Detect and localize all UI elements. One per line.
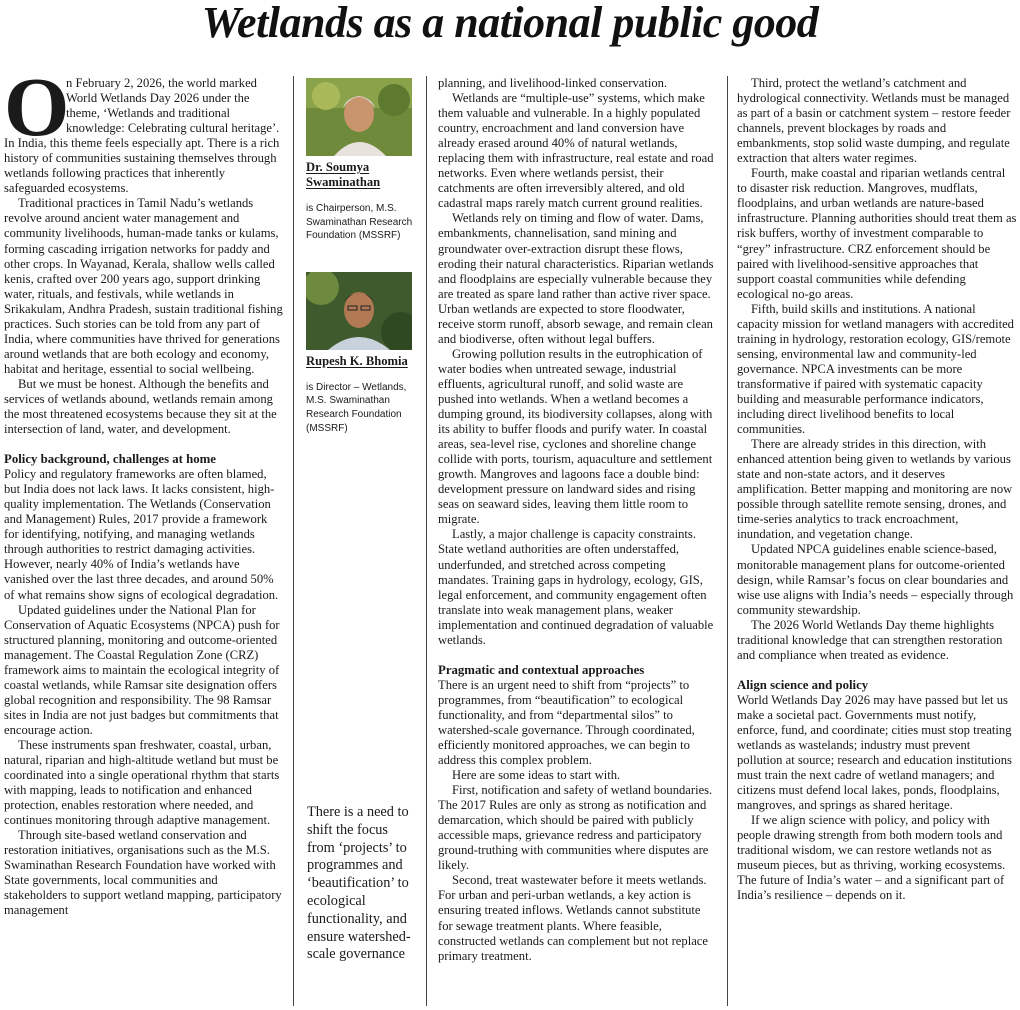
paragraph: The 2026 World Wetlands Day theme highlights traditional knowledge that can strengthen restoration and compliance when treated as evidence. (737, 617, 1003, 662)
article-column-4 (737, 76, 1017, 903)
headline: Wetlands as a national public good (201, 0, 819, 47)
author-photo-soumya (306, 78, 412, 156)
paragraph: First, notification and safety of wetland boundaries. The 2017 Rules are only as strong as notification and demarcation, which should be paired with publicly accessible maps, grievance redress and participatory ground-truthing with communities where disputes are likely. (438, 783, 713, 873)
paragraph: Lastly, a major challenge is capacity constraints. State wetland authorities are often understaffed, underfunded, and stretched across competing mandates. Training gaps in hydrology, ecology, GIS, legal enforcement, and community engagement often translate into weak management plans, weaker implementation and continued degradation of valuable wetlands. (438, 527, 714, 647)
paragraph: Third, protect the wetland’s catchment and hydrological connectivity. Wetlands must be managed as part of a basin or catchment system – restore feeder channels, prevent blockages by roads and embankments, stop solid waste dumping, and regulate extraction that alters water regimes. (737, 76, 1011, 166)
article-column-3 (438, 76, 718, 964)
paragraph: Second, treat wastewater before it meets wetlands. For urban and peri-urban wetlands, a key action is ensuring treated inflows. Wetlands cannot substitute for sewage treatment plants. Where feasible, constructed wetlands can complement but not replace primary treatment. (438, 873, 708, 963)
paragraph: Wetlands rely on timing and flow of water. Dams, embankments, channelisation, sand mining and groundwater over-extraction disrupt these flows, eroding their natural characteristics. Riparian wetlands and floodplains are especially vulnerable because they are treated as spare land rather than active river space. Urban wetlands are expected to store floodwater, receive storm runoff, absorb sewage, and remain clean and biodiverse, often without legal buffers. (438, 211, 714, 346)
paragraph: Updated guidelines under the National Plan for Conservation of Aquatic Ecosystems (NPCA) push for structured planning, monitoring and outcome-oriented management. The Coastal Regulation Zone (CRZ) framework aims to maintain the ecological integrity of coastal wetlands, while Ramsar site designation offers global recognition and responsibility. The 98 Ramsar sites in India are not just badges but commitments that encourage action. (4, 602, 280, 737)
paragraph: Growing pollution results in the eutrophication of water bodies when untreated sewage, industrial effluents, agricultural runoff, and solid waste are pushed into wetlands. When a wetland becomes a dumping ground, its biodiversity collapses, along with its ability to buffer floods and purify water. In coastal areas, sea-level rise, cyclones and shoreline change collide with ports, tourism, aquaculture and settlement growth. Mangroves and lagoons face a double bind: development pressure on landward sides and rising seas on seaward sides, leaving them little room to migrate. (438, 346, 713, 527)
section-heading: Pragmatic and contextual approaches (438, 662, 645, 677)
paragraph: Policy and regulatory frameworks are often blamed, but India does not lack laws. It lacks consistent, high-quality implementation. The Wetlands (Conservation and Management) Rules, 2017 provide a framework for identifying, notifying, and managing wetlands through authorities to restrict damaging activities. However, nearly 40% of India’s wetlands have vanished over the last three decades, and around 50% of what remains show signs of ecological degradation. (4, 467, 279, 602)
paragraph: These instruments span freshwater, coastal, urban, natural, riparian and high-altitude wetland but must be coordinated into a single operational rhythm that starts with mapping, leads to notification and enhanced protection, enables restoration where needed, and continues monitoring through adaptive management. (4, 737, 280, 828)
author-role: is Director – Wetlands, M.S. Swaminathan Research Foundation (MSSRF) (306, 381, 407, 434)
paragraph: Fourth, make coastal and riparian wetlands central to disaster risk reduction. Mangroves, mudflats, floodplains, and urban wetlands are nature-based infrastructure. Planning authorities should treat them as risk buffers, worthy of investment comparable to “grey” infrastructure. CRZ enforcement should be paired with livelihood-sensitive approaches that support coastal communities while defending ecological no-go areas. (737, 166, 1017, 301)
author-photo-rupesh (306, 272, 412, 350)
author-name: Dr. Soumya Swaminathan (306, 160, 381, 189)
paragraph: There are already strides in this direction, with enhanced attention being given to wetlands by various state and non-state actors, and it deserves amplification. Better mapping and monitoring are now possible through satellite remote sensing, drones, and time-series analytics to track encroachment, inundation, and vegetation change. (737, 437, 1013, 542)
pull-quote: There is a need to shift the focus from ‘projects’ to programmes and ‘beautification’ to ecological functionality, and ensure watershed-scale governance (307, 804, 411, 963)
paragraph: Wetlands are “multiple-use” systems, which make them valuable and vulnerable. In a highly populated country, encroachment and land conversion have already erased around 40% of natural wetlands, replacing them with infrastructure, real estate and road networks. Even where wetlands persist, their catchments are often irreversibly altered, and old cadastral maps rarely match current ground realities. (438, 91, 714, 211)
paragraph: planning, and livelihood-linked conservation. (438, 76, 668, 90)
paragraph: World Wetlands Day 2026 may have passed but let us make a societal pact. Governments must notify, enforce, fund, and coordinate; cities must stop treating wetlands as wastelands; industry must prevent pollution at source; research and education institutions must train the next cadre of wetland managers; and citizens must defend local lakes, ponds, floodplains, mangroves, and springs as shared heritage. (737, 692, 1012, 813)
paragraph: Here are some ideas to start with. (452, 768, 621, 783)
paragraph: There is an urgent need to shift from “projects” to programmes, from “beautification” to ecological functionality, and from “departmental silos” to watershed-scale governance. Through coordinated, efficiently monitored approaches, we can begin to address this complex problem. (438, 677, 695, 768)
dropcap: O (4, 61, 70, 154)
paragraph: If we align science with policy, and policy with people drawing strength from both modern tools and traditional wisdom, we can restore wetlands not as museum pieces, but as thriving, working ecosystems. The future of India’s water – and a significant part of India’s resilience – depends on it. (737, 813, 1006, 903)
author-role: is Chairperson, M.S. Swaminathan Research Foundation (MSSRF) (306, 203, 413, 242)
section-heading: Policy background, challenges at home (4, 452, 216, 467)
paragraph: But we must be honest. Although the benefits and services of wetlands abound, wetlands remain among the most threatened ecosystems because they sit at the intersection of land, water, and development. (4, 376, 277, 437)
column-rule-1 (293, 76, 294, 1006)
article-column-1 (4, 61, 283, 919)
column-rule-2 (426, 76, 427, 1006)
paragraph: n February 2, 2026, the world marked World Wetlands Day 2026 under the theme, ‘Wetlands and traditional knowledge: Celebrating cultural heritage’. In India, this theme feels especially apt. There is a rich history of communities sustaining themselves through wetlands following practices that inherently safeguarded ecosystems. (4, 76, 280, 196)
paragraph: Updated NPCA guidelines enable science-based, monitorable management plans for outcome-oriented design, while Ramsar’s focus on clear boundaries and wise use aligns with India’s needs – especially through community stewardship. (737, 542, 1014, 617)
section-heading: Align science and policy (737, 677, 869, 692)
paragraph: Through site-based wetland conservation and restoration initiatives, organisations such as the M.S. Swaminathan Research Foundation have worked with State governments, local communities and stakeholders to support wetland mapping, participatory management (4, 828, 282, 918)
paragraph: Fifth, build skills and institutions. A national capacity mission for wetland managers with accredited training in hydrology, restoration ecology, GIS/remote sensing, environmental law and community-led governance. NPCA investments can be more transformative if paired with systematic capacity building and measurable performance indicators, including direct livelihood benefits to local communities. (737, 301, 1014, 437)
author-column (306, 78, 414, 435)
paragraph: Traditional practices in Tamil Nadu’s wetlands revolve around ancient water management and community livelihoods, human-made tanks or kulams, forming cascading irrigation networks for paddy and other crops. In Wayanad, Kerala, shallow wells called kenis, crafted over 200 years ago, support drinking water, rituals, and festivals, while wetlands in Srikakulam, Andhra Pradesh, sustain traditional fishing practices. Such stories can be told from any part of India, where communities have thrived for generations around wetlands that are both ecology and economy, habitat and heritage, essential to social wellbeing. (4, 196, 283, 376)
column-rule-3 (727, 76, 728, 1006)
author-name: Rupesh K. Bhomia (306, 353, 408, 368)
